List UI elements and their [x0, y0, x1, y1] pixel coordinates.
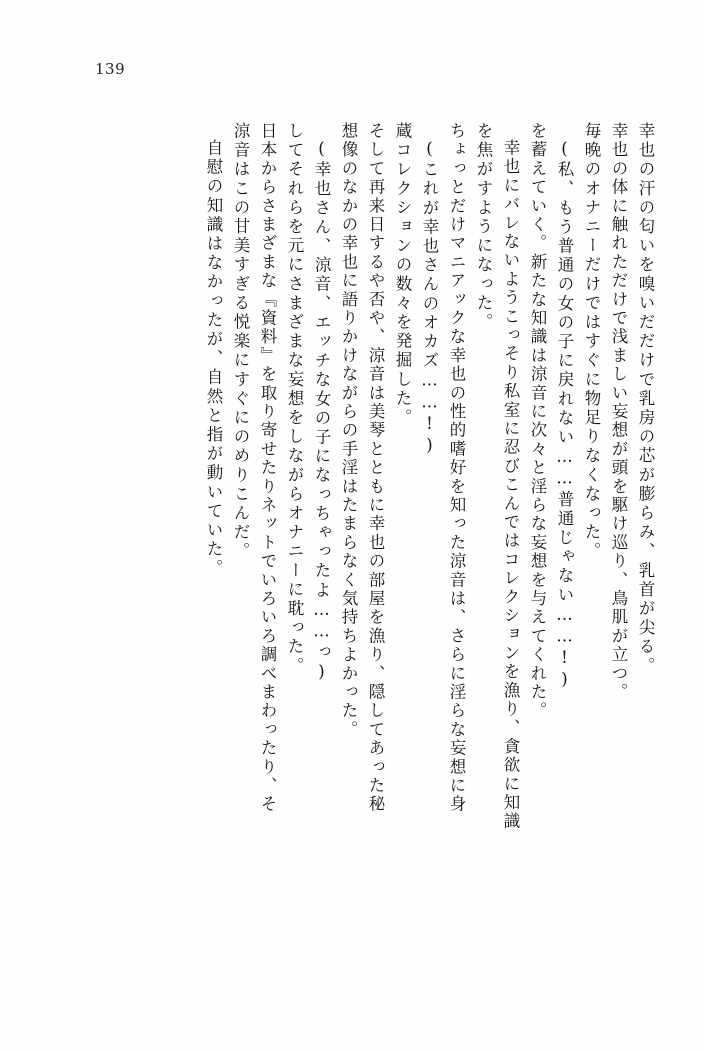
- text-line: 涼音はこの甘美すぎる悦楽にすぐにのめりこんだ。: [231, 122, 250, 562]
- text-line: 自慰の知識はなかったが、自然と指が動いていた。: [204, 139, 223, 579]
- text-line: 幸也にバレないようこっそり私室に忍びこんではコレクションを漁り、貪欲に知識: [501, 139, 520, 831]
- text-line: (幸也さん、涼音、エッチな女の子になっちゃったよ……っ): [312, 139, 331, 684]
- text-line: そして再来日するや否や、涼音は美琴とともに幸也の部屋を漁り、隠してあった秘: [366, 122, 385, 814]
- text-line: 想像のなかの幸也に語りかけながらの手淫はたまらなく気持ちよかった。: [339, 122, 358, 740]
- text-line: 幸也の汗の匂いを嗅いだだけで乳房の芯が膨らみ、乳首が尖る。: [636, 122, 655, 676]
- page-number: 139: [95, 60, 126, 78]
- text-line: してそれらを元にさまざまな妄想をしながらオナニーに耽った。: [285, 122, 304, 676]
- text-line: 幸也の体に触れただけで浅ましい妄想が頭を駆け巡り、鳥肌が立つ。: [609, 122, 628, 702]
- text-line: (これが幸也さんのオカズ……!): [420, 139, 439, 458]
- vertical-text-block: [205, 122, 654, 967]
- text-line: (私、もう普通の女の子に戻れない……普通じゃない……!): [555, 139, 574, 692]
- text-line: 毎晩のオナニーだけではすぐに物足りなくなった。: [582, 122, 601, 562]
- text-line: 蔵コレクションの数々を発掘した。: [393, 122, 412, 428]
- text-line: 日本からさまざまな『資料』を取り寄せたりネットでいろいろ調べまわったり、そ: [258, 122, 277, 814]
- text-line: を蓄えていく。新たな知識は涼音に次々と淫らな妄想を与えてくれた。: [528, 122, 547, 721]
- text-line: を焦がすようになった。: [474, 122, 493, 333]
- text-line: ちょっとだけマニアックな幸也の性的嗜好を知った涼音は、さらに淫らな妄想に身: [447, 122, 466, 814]
